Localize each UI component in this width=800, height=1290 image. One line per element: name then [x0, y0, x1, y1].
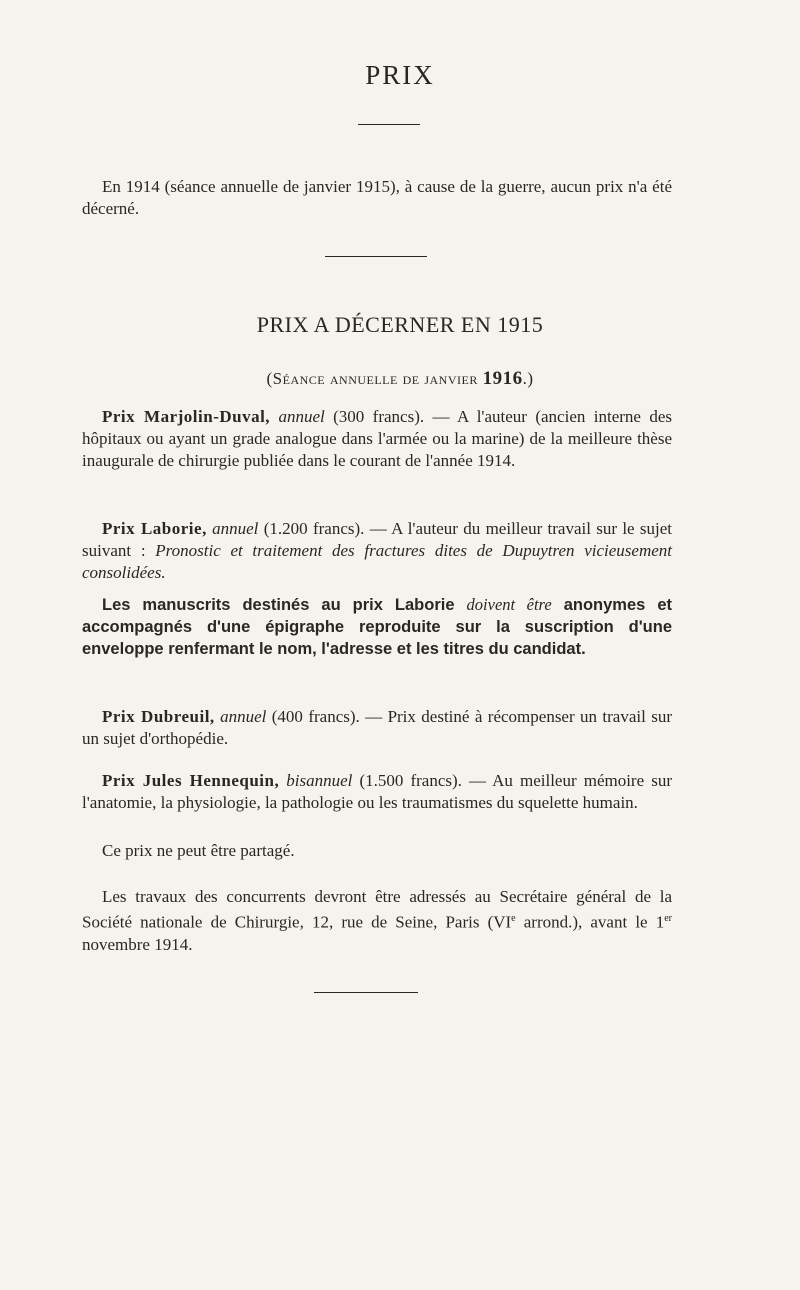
submission-sup2: er — [664, 913, 672, 924]
session-suffix: .) — [522, 369, 534, 388]
notice-italic: doivent être — [466, 595, 552, 614]
submission-paragraph — [82, 886, 672, 956]
prize-marjolin-duval — [82, 406, 672, 472]
session-year: 1916 — [482, 368, 523, 389]
title-rule — [358, 124, 420, 125]
notice-part2: anonymes et accompagnés d'une épigraphe reproduite sur la suscription d'une enveloppe renfermant le nom, l'adresse et les titres du candidat. — [82, 596, 673, 658]
prize-frequency: annuel — [220, 707, 267, 726]
prize-name: Prix Jules Hennequin, — [102, 771, 280, 790]
prize-description: — Au meilleur mémoire sur l'anatomie, la physiologie, la pathologie ou les traumatismes du squelette humain. — [82, 771, 672, 812]
page-title: PRIX — [365, 60, 435, 90]
submission-mid: arrond.), avant le 1 — [515, 912, 665, 932]
prize-amount: (300 francs). — [333, 407, 425, 426]
laborie-notice — [82, 594, 672, 660]
section-divider — [325, 256, 427, 257]
section-heading: PRIX A DÉCERNER EN 1915 — [256, 312, 544, 337]
prize-name: Prix Marjolin-Duval, — [102, 407, 271, 426]
prize-amount: (1.200 francs). — [263, 519, 365, 538]
prize-description: — Prix destiné à récompenser un travail sur un sujet d'orthopédie. — [82, 707, 673, 748]
prize-dubreuil — [82, 706, 672, 750]
session-prefix: ( — [266, 369, 273, 388]
prize-frequency: bisannuel — [286, 771, 353, 790]
prize-amount: (1.500 francs). — [359, 771, 462, 790]
prize-name: Prix Dubreuil, — [102, 707, 215, 726]
session-subheading — [0, 368, 800, 390]
prize-laborie — [82, 518, 672, 584]
prize-jules-hennequin — [82, 770, 672, 814]
hennequin-note: Ce prix ne peut être partagé. — [102, 841, 295, 860]
submission-end: novembre 1914. — [82, 934, 193, 954]
prize-name: Prix Laborie, — [102, 519, 207, 538]
prize-frequency: annuel — [278, 407, 325, 426]
session-label: Séance annuelle de janvier — [272, 369, 478, 388]
submission-sup1: e — [511, 913, 516, 924]
prize-frequency: annuel — [212, 519, 259, 538]
prize-description: — A l'auteur (ancien interne des hôpitaux ou ayant un grade analogue dans l'armée ou la marine) de la meilleure thèse inaugurale de chirurgie publiée dans le courant de l'année 1914. — [82, 407, 673, 470]
prize-amount: (400 francs). — [271, 707, 360, 726]
submission-text: Les travaux des concurrents devront être adressés au Secrétaire général de la Société nationale de Chirurgie, 12, rue de Seine, Paris (VI — [82, 887, 672, 932]
prize-subject: Pronostic et traitement des fractures dites de Dupuytren vicieusement consolidées. — [82, 541, 672, 582]
closing-rule — [314, 992, 418, 993]
intro-paragraph: En 1914 (séance annuelle de janvier 1915), à cause de la guerre, aucun prix n'a été décerné. — [82, 177, 672, 218]
prize-description: — A l'auteur du meilleur travail sur le sujet suivant : — [82, 519, 673, 560]
notice-part1: Les manuscrits destinés au prix Laborie — [102, 596, 455, 614]
